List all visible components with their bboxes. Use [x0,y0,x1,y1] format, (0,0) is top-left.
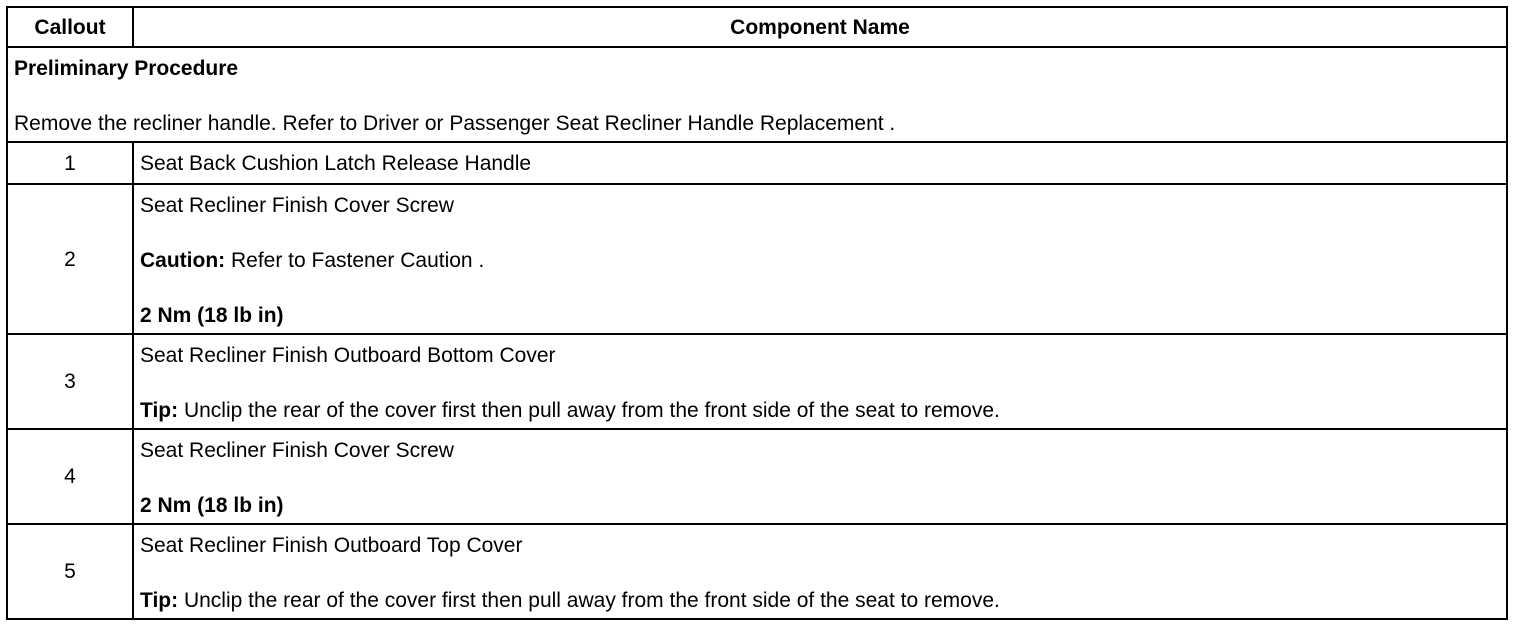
component-name: Seat Back Cushion Latch Release Handle [140,151,532,175]
table-row [7,142,1507,184]
component-name: Seat Recliner Finish Outboard Top Cover [140,534,523,557]
component-cell [133,524,1507,619]
tip-label: Tip: [140,589,179,612]
callout-cell: 1 [7,142,133,184]
caution-label: Caution: [140,249,226,272]
tip-text: Unclip the rear of the cover first then pull away from the front side of the seat to remove. [178,399,1000,422]
component-name: Seat Recliner Finish Cover Screw [140,439,454,462]
tip-label: Tip: [140,399,179,422]
preliminary-procedure-cell [7,47,1507,142]
torque-spec: 2 Nm (18 lb in) [140,494,284,517]
component-name: Seat Recliner Finish Outboard Bottom Cover [140,344,556,367]
component-name-header: Component Name [133,7,1507,47]
component-cell [133,334,1507,429]
table-row [7,524,1507,619]
header-row [7,7,1507,47]
preliminary-procedure-title: Preliminary Procedure [14,57,239,80]
component-cell [133,142,1507,184]
table-row [7,334,1507,429]
callout-cell: 5 [7,524,133,619]
callout-header: Callout [7,7,133,47]
component-name: Seat Recliner Finish Cover Screw [140,194,454,217]
preliminary-procedure-text: Remove the recliner handle. Refer to Driver or Passenger Seat Recliner Handle Replacement . [14,112,896,135]
caution-text: Refer to Fastener Caution . [225,249,485,272]
tip-text: Unclip the rear of the cover first then pull away from the front side of the seat to remove. [178,589,1000,612]
component-cell [133,429,1507,524]
component-table [6,6,1508,620]
table-row [7,184,1507,334]
component-cell [133,184,1507,334]
table-row [7,429,1507,524]
callout-cell: 3 [7,334,133,429]
tip-note [140,398,1500,423]
torque-spec: 2 Nm (18 lb in) [140,304,284,327]
callout-cell: 2 [7,184,133,334]
preliminary-procedure-row [7,47,1507,142]
callout-cell: 4 [7,429,133,524]
tip-note [140,588,1500,613]
caution-note [140,248,1500,273]
component-table-container [6,6,1508,620]
